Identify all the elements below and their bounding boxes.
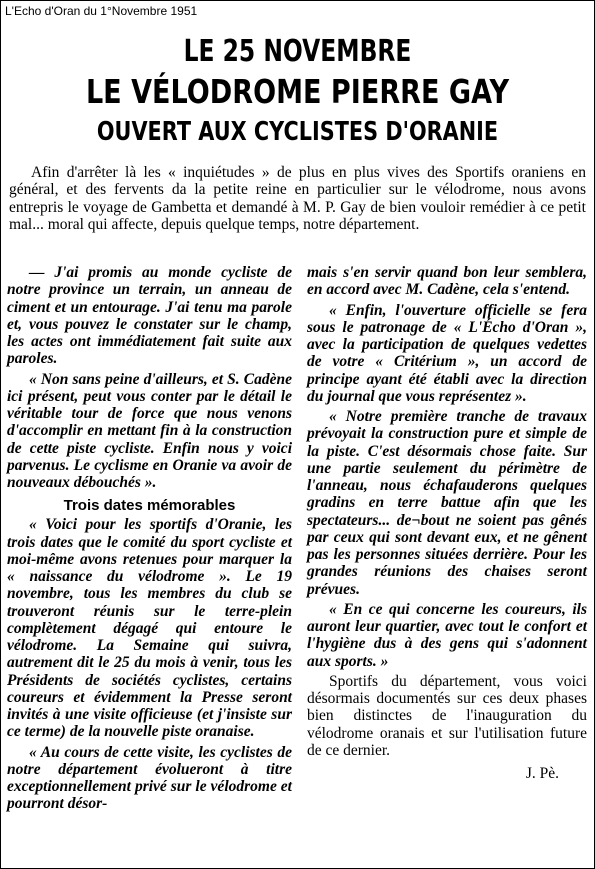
headline-main: LE VÉLODROME PIERRE GAY <box>85 72 510 111</box>
headline-date: LE 25 NOVEMBRE <box>183 34 412 69</box>
section-subheading: Trois dates mémorables <box>63 497 236 515</box>
left-paragraph-4: « Au cours de cette visite, les cyclistes de notre département évolueront à titre exceptionnellement privé sur le vélodrome et pourront désor- <box>7 743 292 813</box>
left-column <box>7 264 292 816</box>
intro-paragraph: Afin d'arrêter là les « inquiétudes » de plus en plus vives des Sportifs oraniens en général, et des fervents da la petite reine en particulier sur le vélodrome, nous avons entrepris le voyage de Gambetta et demandé à M. P. Gay de bien vouloir remédier à ce petit mal... moral qui affecte, depuis quelque temps, notre département. <box>9 164 586 234</box>
left-paragraph-1: — J'ai promis au monde cycliste de notre province un terrain, un anneau de ciment et un entourage. J'ai tenu ma parole et, vous pouvez le constater sur le champ, les actes ont immédiatement fait suite aux paroles. <box>7 264 292 368</box>
author-signature: J. Pè. <box>525 765 559 782</box>
left-paragraph-3: « Voici pour les sportifs d'Oranie, les trois dates que le comité du sport cycliste et moi-même avons retenues pour marquer la « naissance du vélodrome ». Le 19 novembre, tous les membres du club se trouveront réunis sur le terre-plein complètement dégagé qui entoure le vélodrome. La Semaine qui suivra, autrement dit le 25 du mois à venir, tous les Présidents de sociétés cyclistes, certains coureurs et évidemment la Presse seront invités à une visite officieuse (et j'insiste sur ce terme) de la nouvelle piste oranaise. <box>7 516 292 741</box>
right-column <box>307 264 587 782</box>
headline-sub: OUVERT AUX CYCLISTES D'ORANIE <box>96 117 499 147</box>
right-paragraph-2: « Enfin, l'ouverture officielle se fera sous le patronage de « L'Écho d'Oran », avec la participation de quelques vedettes de votre « Critérium », un accord de principe ayant été établi avec la direction du journal que vous représentez ». <box>307 301 587 405</box>
right-paragraph-3: « Notre première tranche de travaux prévoyait la construction pure et simple de la piste. C'est désormais chose faite. Sur une partie seulement du périmètre de l'anneau, nous échafauderons quelques gradins en terre battue afin que les spectateurs... de¬bout ne soient pas gênés par ceux qui sont devant eux, et ne gênent pas les personnes situées derrière. Pour les grandes réunions des chaises seront prévues. <box>307 408 587 598</box>
right-paragraph-1: mais s'en servir quand bon leur semblera, en accord avec M. Cadène, cela s'entend. <box>307 264 587 299</box>
right-paragraph-5: Sportifs du département, vous voici désormais documentés sur ces deux phases bien distinctes de l'inauguration du vélodrome oranais et sur l'utilisation future de ce dernier. <box>307 672 587 759</box>
right-paragraph-4: « En ce qui concerne les coureurs, ils auront leur quartier, avec tout le confort et l'hygiène dus à des gens qui s'adonnent aux sports. » <box>307 600 587 670</box>
left-paragraph-2: « Non sans peine d'ailleurs, et S. Cadène ici présent, peut vous conter par le détail le véritable tour de force que nous venons d'accomplir en mettant fin à la construction de cette piste cycliste. Enfin nous y voici parvenus. Le cyclisme en Oranie va avoir de nouveaux débouchés ». <box>7 370 292 491</box>
source-caption: L'Echo d'Oran du 1°Novembre 1951 <box>5 4 198 18</box>
